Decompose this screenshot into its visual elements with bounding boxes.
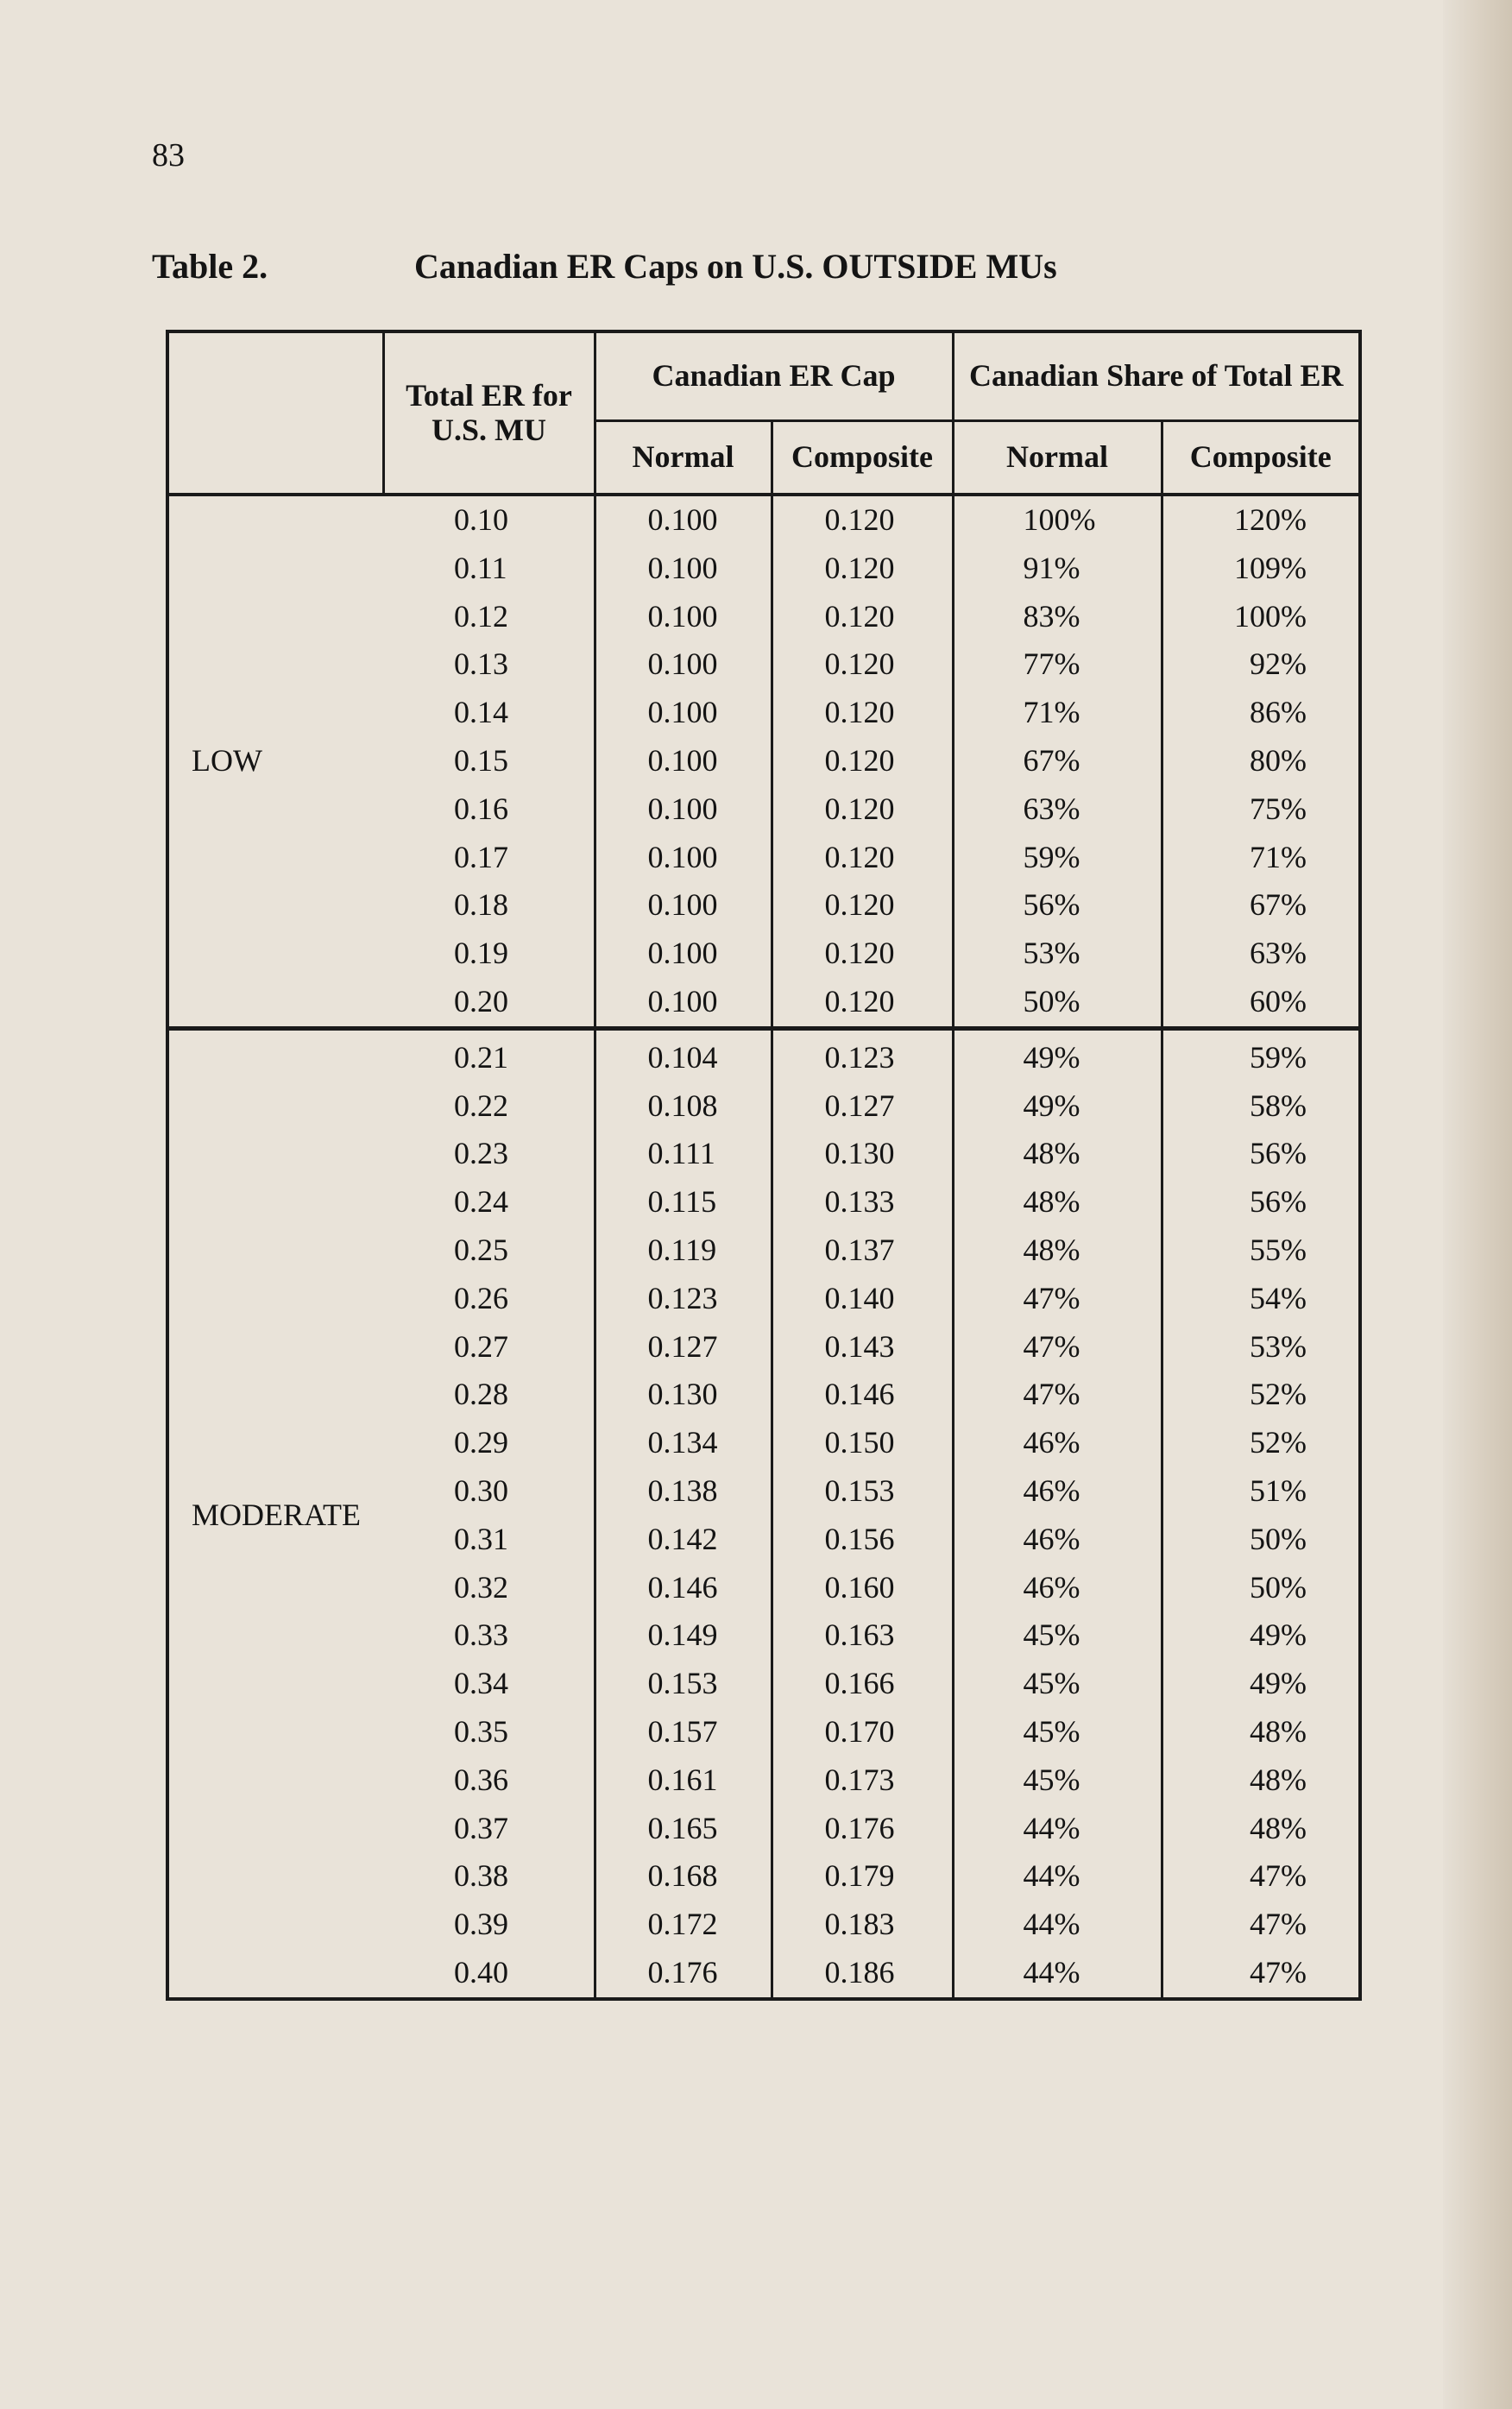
cell-cap-composite: 0.120: [772, 930, 953, 978]
cell-total-er: 0.20: [383, 978, 595, 1028]
cell-cap-composite: 0.120: [772, 545, 953, 593]
cell-share-normal: 46%: [953, 1467, 1162, 1516]
header-canadian-share: Canadian Share of Total ER: [953, 331, 1360, 421]
cell-share-composite: 100%: [1162, 593, 1360, 641]
cell-share-normal: 47%: [953, 1371, 1162, 1419]
cell-share-normal: 44%: [953, 1949, 1162, 1999]
table-caption: [152, 246, 1057, 287]
cell-total-er: 0.23: [383, 1130, 595, 1178]
cell-cap-normal: 0.100: [595, 640, 772, 689]
cell-share-composite: 56%: [1162, 1178, 1360, 1227]
cell-total-er: 0.25: [383, 1227, 595, 1275]
cell-total-er: 0.22: [383, 1082, 595, 1131]
cell-cap-composite: 0.156: [772, 1516, 953, 1564]
cell-share-normal: 45%: [953, 1756, 1162, 1805]
cell-cap-normal: 0.176: [595, 1949, 772, 1999]
cell-cap-normal: 0.130: [595, 1371, 772, 1419]
cell-total-er: 0.35: [383, 1708, 595, 1756]
table-header: [167, 331, 1360, 495]
cell-total-er: 0.18: [383, 881, 595, 930]
cell-cap-normal: 0.115: [595, 1178, 772, 1227]
cell-share-normal: 45%: [953, 1708, 1162, 1756]
cell-total-er: 0.40: [383, 1949, 595, 1999]
cell-share-composite: 53%: [1162, 1323, 1360, 1372]
cell-share-composite: 71%: [1162, 834, 1360, 882]
cell-cap-composite: 0.137: [772, 1227, 953, 1275]
header-cap-composite: Composite: [772, 421, 953, 495]
cell-total-er: 0.10: [383, 495, 595, 545]
cell-share-composite: 52%: [1162, 1371, 1360, 1419]
cell-cap-composite: 0.166: [772, 1660, 953, 1708]
cell-share-composite: 47%: [1162, 1949, 1360, 1999]
cell-share-normal: 49%: [953, 1082, 1162, 1131]
cell-share-normal: 49%: [953, 1028, 1162, 1082]
cell-total-er: 0.13: [383, 640, 595, 689]
er-caps-table: [166, 330, 1362, 2001]
header-cap-normal: Normal: [595, 421, 772, 495]
cell-cap-composite: 0.130: [772, 1130, 953, 1178]
cell-share-composite: 49%: [1162, 1660, 1360, 1708]
cell-cap-normal: 0.161: [595, 1756, 772, 1805]
cell-cap-composite: 0.120: [772, 640, 953, 689]
cell-share-normal: 71%: [953, 689, 1162, 737]
cell-cap-composite: 0.123: [772, 1028, 953, 1082]
cell-share-normal: 77%: [953, 640, 1162, 689]
cell-share-composite: 50%: [1162, 1564, 1360, 1612]
cell-share-composite: 48%: [1162, 1708, 1360, 1756]
cell-cap-composite: 0.120: [772, 593, 953, 641]
cell-share-normal: 67%: [953, 737, 1162, 785]
cell-cap-normal: 0.100: [595, 834, 772, 882]
cell-cap-composite: 0.120: [772, 737, 953, 785]
cell-cap-normal: 0.165: [595, 1805, 772, 1853]
header-share-composite: Composite: [1162, 421, 1360, 495]
cell-cap-normal: 0.100: [595, 978, 772, 1028]
cell-cap-normal: 0.100: [595, 930, 772, 978]
category-label: LOW: [167, 495, 383, 1028]
cell-total-er: 0.33: [383, 1611, 595, 1660]
cell-share-composite: 75%: [1162, 785, 1360, 834]
cell-cap-composite: 0.163: [772, 1611, 953, 1660]
cell-cap-normal: 0.168: [595, 1852, 772, 1901]
cell-share-composite: 48%: [1162, 1805, 1360, 1853]
cell-share-normal: 63%: [953, 785, 1162, 834]
cell-cap-normal: 0.146: [595, 1564, 772, 1612]
cell-share-composite: 59%: [1162, 1028, 1360, 1082]
cell-total-er: 0.12: [383, 593, 595, 641]
cell-total-er: 0.15: [383, 737, 595, 785]
cell-total-er: 0.39: [383, 1901, 595, 1949]
cell-cap-composite: 0.120: [772, 834, 953, 882]
header-total-er: Total ER for U.S. MU: [383, 331, 595, 495]
cell-share-normal: 48%: [953, 1130, 1162, 1178]
cell-share-composite: 67%: [1162, 881, 1360, 930]
cell-cap-normal: 0.104: [595, 1028, 772, 1082]
cell-cap-composite: 0.176: [772, 1805, 953, 1853]
cell-share-normal: 47%: [953, 1275, 1162, 1323]
cell-cap-normal: 0.172: [595, 1901, 772, 1949]
cell-cap-composite: 0.150: [772, 1419, 953, 1467]
cell-cap-composite: 0.127: [772, 1082, 953, 1131]
page-number: 83: [152, 137, 185, 173]
cell-share-normal: 100%: [953, 495, 1162, 545]
cell-cap-composite: 0.173: [772, 1756, 953, 1805]
cell-cap-composite: 0.183: [772, 1901, 953, 1949]
category-label: MODERATE: [167, 1028, 383, 1998]
cell-share-composite: 47%: [1162, 1852, 1360, 1901]
cell-total-er: 0.34: [383, 1660, 595, 1708]
cell-share-normal: 47%: [953, 1323, 1162, 1372]
cell-cap-normal: 0.100: [595, 881, 772, 930]
cell-total-er: 0.30: [383, 1467, 595, 1516]
cell-total-er: 0.29: [383, 1419, 595, 1467]
cell-share-normal: 46%: [953, 1516, 1162, 1564]
cell-cap-normal: 0.100: [595, 737, 772, 785]
header-share-normal: Normal: [953, 421, 1162, 495]
cell-cap-composite: 0.120: [772, 785, 953, 834]
table-body: [167, 495, 1360, 1999]
cell-share-normal: 46%: [953, 1564, 1162, 1612]
table-title: Canadian ER Caps on U.S. OUTSIDE MUs: [414, 247, 1057, 286]
cell-cap-composite: 0.186: [772, 1949, 953, 1999]
header-canadian-er-cap: Canadian ER Cap: [595, 331, 953, 421]
cell-total-er: 0.24: [383, 1178, 595, 1227]
cell-total-er: 0.17: [383, 834, 595, 882]
cell-cap-composite: 0.170: [772, 1708, 953, 1756]
cell-cap-composite: 0.120: [772, 689, 953, 737]
cell-share-composite: 48%: [1162, 1756, 1360, 1805]
cell-cap-composite: 0.133: [772, 1178, 953, 1227]
cell-total-er: 0.11: [383, 545, 595, 593]
cell-cap-normal: 0.157: [595, 1708, 772, 1756]
cell-cap-normal: 0.100: [595, 689, 772, 737]
cell-cap-normal: 0.127: [595, 1323, 772, 1372]
cell-cap-composite: 0.120: [772, 495, 953, 545]
cell-share-normal: 48%: [953, 1227, 1162, 1275]
cell-total-er: 0.21: [383, 1028, 595, 1082]
cell-share-composite: 92%: [1162, 640, 1360, 689]
cell-cap-normal: 0.138: [595, 1467, 772, 1516]
cell-cap-normal: 0.100: [595, 495, 772, 545]
cell-share-normal: 46%: [953, 1419, 1162, 1467]
cell-cap-composite: 0.143: [772, 1323, 953, 1372]
cell-share-composite: 86%: [1162, 689, 1360, 737]
cell-share-composite: 49%: [1162, 1611, 1360, 1660]
cell-share-composite: 63%: [1162, 930, 1360, 978]
cell-total-er: 0.14: [383, 689, 595, 737]
cell-cap-normal: 0.111: [595, 1130, 772, 1178]
cell-total-er: 0.19: [383, 930, 595, 978]
cell-total-er: 0.32: [383, 1564, 595, 1612]
cell-share-composite: 54%: [1162, 1275, 1360, 1323]
cell-total-er: 0.36: [383, 1756, 595, 1805]
page-edge-shadow: [1443, 0, 1512, 2409]
cell-share-normal: 44%: [953, 1805, 1162, 1853]
header-blank-cell: [167, 331, 383, 495]
cell-cap-normal: 0.108: [595, 1082, 772, 1131]
cell-total-er: 0.38: [383, 1852, 595, 1901]
cell-share-composite: 52%: [1162, 1419, 1360, 1467]
cell-share-composite: 60%: [1162, 978, 1360, 1028]
cell-cap-composite: 0.120: [772, 881, 953, 930]
cell-cap-normal: 0.142: [595, 1516, 772, 1564]
cell-total-er: 0.26: [383, 1275, 595, 1323]
cell-share-composite: 80%: [1162, 737, 1360, 785]
cell-share-composite: 47%: [1162, 1901, 1360, 1949]
cell-share-composite: 120%: [1162, 495, 1360, 545]
cell-share-normal: 45%: [953, 1660, 1162, 1708]
cell-share-normal: 48%: [953, 1178, 1162, 1227]
cell-cap-composite: 0.120: [772, 978, 953, 1028]
cell-cap-normal: 0.100: [595, 785, 772, 834]
cell-share-normal: 45%: [953, 1611, 1162, 1660]
table-label: Table 2.: [152, 247, 268, 286]
cell-cap-normal: 0.134: [595, 1419, 772, 1467]
cell-share-composite: 56%: [1162, 1130, 1360, 1178]
cell-cap-composite: 0.153: [772, 1467, 953, 1516]
cell-total-er: 0.28: [383, 1371, 595, 1419]
cell-cap-normal: 0.119: [595, 1227, 772, 1275]
cell-share-normal: 91%: [953, 545, 1162, 593]
cell-cap-normal: 0.100: [595, 545, 772, 593]
cell-total-er: 0.37: [383, 1805, 595, 1853]
cell-share-normal: 56%: [953, 881, 1162, 930]
cell-total-er: 0.16: [383, 785, 595, 834]
cell-share-normal: 50%: [953, 978, 1162, 1028]
table-row: [167, 495, 1360, 545]
cell-share-composite: 58%: [1162, 1082, 1360, 1131]
cell-share-normal: 59%: [953, 834, 1162, 882]
cell-share-normal: 53%: [953, 930, 1162, 978]
cell-cap-composite: 0.140: [772, 1275, 953, 1323]
cell-cap-composite: 0.160: [772, 1564, 953, 1612]
table-row: [167, 1028, 1360, 1082]
cell-cap-composite: 0.179: [772, 1852, 953, 1901]
cell-share-composite: 109%: [1162, 545, 1360, 593]
cell-cap-normal: 0.149: [595, 1611, 772, 1660]
cell-cap-composite: 0.146: [772, 1371, 953, 1419]
cell-share-normal: 44%: [953, 1852, 1162, 1901]
cell-share-normal: 44%: [953, 1901, 1162, 1949]
cell-share-composite: 51%: [1162, 1467, 1360, 1516]
cell-cap-normal: 0.123: [595, 1275, 772, 1323]
cell-share-composite: 55%: [1162, 1227, 1360, 1275]
cell-cap-normal: 0.100: [595, 593, 772, 641]
cell-share-composite: 50%: [1162, 1516, 1360, 1564]
cell-share-normal: 83%: [953, 593, 1162, 641]
cell-cap-normal: 0.153: [595, 1660, 772, 1708]
cell-total-er: 0.27: [383, 1323, 595, 1372]
cell-total-er: 0.31: [383, 1516, 595, 1564]
